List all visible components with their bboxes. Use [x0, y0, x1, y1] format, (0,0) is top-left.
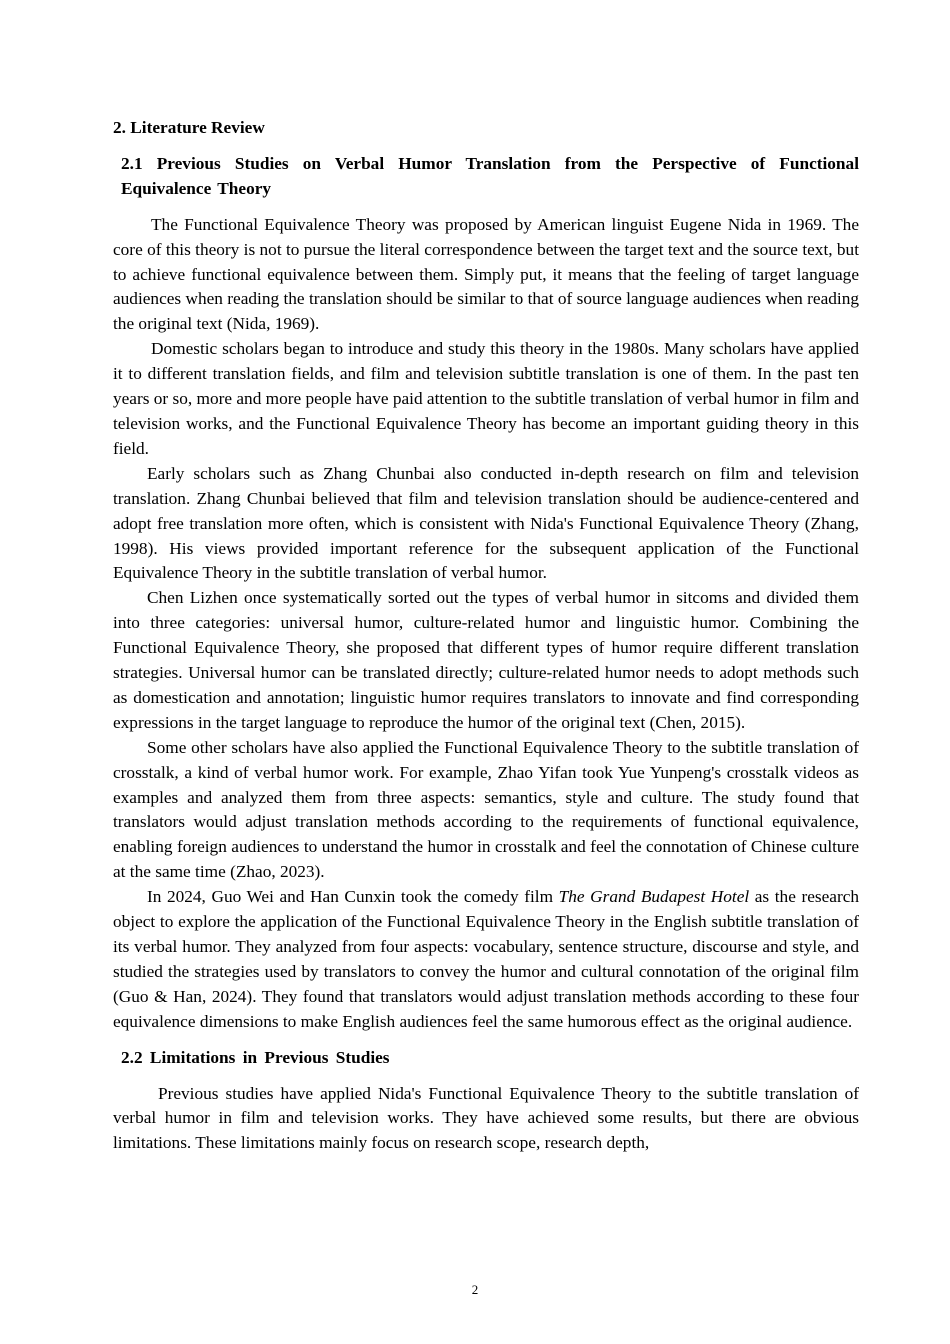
subsection-heading-2-2: 2.2 Limitations in Previous Studies	[121, 1047, 390, 1067]
paragraph-grand-budapest-rest: as the research object to explore the application of the Functional Equivalence Theory in the English subtitle translation of its verbal humor. They analyzed from four aspects: vocabulary, sentence structure, discourse and style, and studied the strategies used by translators to convey the humor and cultural connotation of the original film (Guo & Han, 2024). They found that translators would adjust translation methods according to these four equivalence dimensions to make English audiences feel the same humorous effect as the original audience.	[113, 887, 860, 1031]
paragraph-domestic-scholars: Domestic scholars began to introduce and study this theory in the 1980s. Many scholars have applied it to different translation fields, and film and television subtitle translation is one of them. In the past ten years or so, more and more people have paid attention to the subtitle translation of verbal humor in film and television works, and the Functional Equivalence Theory has become an important guiding theory in this field.	[113, 339, 859, 458]
paragraph-limitations: Previous studies have applied Nida's Functional Equivalence Theory to the subtitle translation of verbal humor in film and television works. They have achieved some results, but there are obvious limitations. These limitations mainly focus on research scope, research depth,	[113, 1083, 859, 1153]
paragraph-zhang-chunbai: Early scholars such as Zhang Chunbai also conducted in-depth research on film and television translation. Zhang Chunbai believed that film and television translation should be audience-centered and adopt free translation more often, which is consistent with Nida's Functional Equivalence Theory (Zhang, 1998). His views provided important reference for the subsequent application of the Functional Equivalence Theory in the subtitle translation of verbal humor.	[113, 463, 859, 583]
film-title: The Grand Budapest Hotel	[558, 887, 750, 907]
paragraph-nida-theory: The Functional Equivalence Theory was proposed by American linguist Eugene Nida in 1969. The core of this theory is not to pursue the literal correspondence between the target text and the source text, but to achieve functional equivalence between them. Simply put, it means that the feeling of target language audiences when reading the translation should be similar to that of source language audiences when reading the original text (Nida, 1969).	[113, 214, 859, 334]
section-heading: 2. Literature Review	[113, 118, 265, 137]
subsection-heading-2-1: 2.1 Previous Studies on Verbal Humor Translation from the Perspective of Functional Equivalence Theory	[121, 153, 859, 198]
paragraph-crosstalk: Some other scholars have also applied the Functional Equivalence Theory to the subtitle translation of crosstalk, a kind of verbal humor work. For example, Zhao Yifan took Yue Yunpeng's crosstalk videos as examples and analyzed them from three aspects: semantics, style and culture. The study found that translators would adjust translation methods according to the requirements of functional equivalence, enabling foreign audiences to understand the humor in crosstalk and feel the connotation of Chinese culture at the same time (Zhao, 2023).	[113, 737, 859, 882]
paragraph-chen-lizhen: Chen Lizhen once systematically sorted out the types of verbal humor in sitcoms and divided them into three categories: universal humor, culture-related humor and linguistic humor. Combining the Functional Equivalence Theory, she proposed that different types of humor require different translation strategies. Universal humor can be translated directly; culture-related humor needs to adopt methods such as domestication and annotation; linguistic humor requires translators to innovate and find corresponding expressions in the target language to reproduce the humor of the original text (Chen, 2015).	[113, 588, 859, 732]
document-page	[113, 116, 859, 1156]
page-number: 2	[471, 1282, 479, 1297]
paragraph-grand-budapest	[113, 885, 859, 1034]
paragraph-grand-budapest-lead: In 2024, Guo Wei and Han Cunxin took the comedy film	[147, 887, 559, 907]
